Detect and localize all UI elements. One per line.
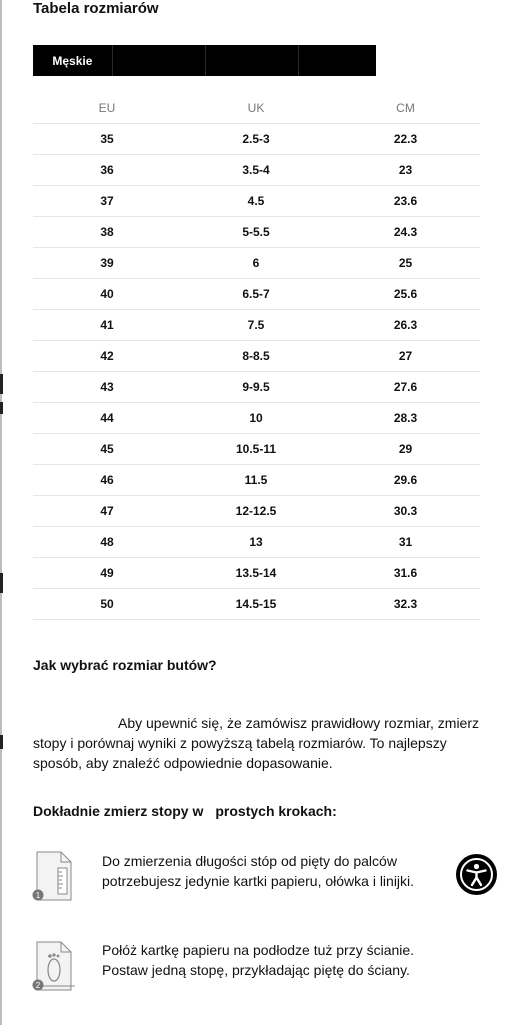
column-header-cm: CM — [331, 92, 480, 124]
size-eu: 37 — [33, 186, 181, 217]
table-row — [33, 496, 480, 527]
size-cm: 30.3 — [331, 496, 480, 527]
size-uk: 14.5-15 — [181, 589, 331, 620]
left-edge-mark — [0, 735, 3, 749]
table-row — [33, 217, 480, 248]
size-cm: 31.6 — [331, 558, 480, 589]
table-row — [33, 341, 480, 372]
page-title: Tabela rozmiarów — [33, 0, 159, 17]
steps-heading — [33, 803, 337, 819]
size-eu: 35 — [33, 124, 181, 155]
size-cm: 25 — [331, 248, 480, 279]
size-uk: 11.5 — [181, 465, 331, 496]
size-uk: 7.5 — [181, 310, 331, 341]
tab-2[interactable] — [112, 45, 205, 76]
table-row — [33, 310, 480, 341]
size-cm: 31 — [331, 527, 480, 558]
size-uk: 4.5 — [181, 186, 331, 217]
steps-heading-start: Dokładnie zmierz stopy w — [33, 803, 204, 819]
paper-ruler-icon — [31, 850, 81, 902]
table-row — [33, 124, 480, 155]
steps-heading-end: prostych krokach: — [215, 803, 337, 819]
size-eu: 46 — [33, 465, 181, 496]
size-uk: 10.5-11 — [181, 434, 331, 465]
table-row — [33, 279, 480, 310]
tab-3[interactable] — [205, 45, 299, 76]
column-header-uk: UK — [181, 92, 331, 124]
size-uk: 12-12.5 — [181, 496, 331, 527]
size-eu: 42 — [33, 341, 181, 372]
size-cm: 25.6 — [331, 279, 480, 310]
size-uk: 8-8.5 — [181, 341, 331, 372]
left-edge-mark — [0, 573, 3, 593]
column-header-eu: EU — [33, 92, 181, 124]
table-row — [33, 527, 480, 558]
size-uk: 5-5.5 — [181, 217, 331, 248]
step-number: 2 — [35, 981, 41, 990]
size-eu: 39 — [33, 248, 181, 279]
size-cm: 27 — [331, 341, 480, 372]
size-eu: 44 — [33, 403, 181, 434]
table-row — [33, 155, 480, 186]
size-uk: 13.5-14 — [181, 558, 331, 589]
table-row — [33, 465, 480, 496]
table-row — [33, 186, 480, 217]
size-cm: 24.3 — [331, 217, 480, 248]
size-uk: 6.5-7 — [181, 279, 331, 310]
size-guide-heading: Jak wybrać rozmiar butów? — [33, 657, 217, 673]
size-cm: 22.3 — [331, 124, 480, 155]
accessibility-button[interactable] — [456, 854, 497, 895]
tab-4[interactable] — [298, 45, 376, 76]
size-cm: 29.6 — [331, 465, 480, 496]
size-eu: 48 — [33, 527, 181, 558]
size-eu: 47 — [33, 496, 181, 527]
size-cm: 32.3 — [331, 589, 480, 620]
table-header-row — [33, 92, 480, 124]
size-cm: 26.3 — [331, 310, 480, 341]
size-cm: 23.6 — [331, 186, 480, 217]
size-eu: 38 — [33, 217, 181, 248]
step-1-text: Do zmierzenia długości stóp od pięty do palców potrzebujesz jedynie kartki papieru, ołówka i linijki. — [102, 853, 415, 889]
table-row — [33, 248, 480, 279]
size-cm: 29 — [331, 434, 480, 465]
table-row — [33, 403, 480, 434]
size-guide-text: Aby upewnić się, że zamówisz prawidłowy rozmiar, zmierz stopy i porównaj wyniki z powyższą tabelą rozmiarów. To najlepszy sposób, aby znaleźć odpowiednie dopasowanie. — [33, 715, 479, 771]
size-uk: 9-9.5 — [181, 372, 331, 403]
size-uk: 13 — [181, 527, 331, 558]
size-uk: 2.5-3 — [181, 124, 331, 155]
size-cm: 28.3 — [331, 403, 480, 434]
size-eu: 49 — [33, 558, 181, 589]
size-table — [33, 92, 480, 620]
size-eu: 45 — [33, 434, 181, 465]
left-edge-mark — [0, 402, 3, 414]
table-row — [33, 589, 480, 620]
table-row — [33, 372, 480, 403]
tab-mens[interactable]: Męskie — [52, 53, 93, 68]
step-number: 1 — [35, 891, 41, 900]
table-row — [33, 434, 480, 465]
size-eu: 41 — [33, 310, 181, 341]
size-cm: 23 — [331, 155, 480, 186]
left-edge-mark — [0, 374, 3, 394]
size-eu: 40 — [33, 279, 181, 310]
size-eu: 36 — [33, 155, 181, 186]
size-guide-paragraph — [33, 713, 483, 773]
size-uk: 3.5-4 — [181, 155, 331, 186]
left-edge-divider — [0, 0, 2, 1025]
size-uk: 6 — [181, 248, 331, 279]
footprint-icon — [31, 940, 81, 992]
size-cm: 27.6 — [331, 372, 480, 403]
step-2-text: Połóż kartkę papieru na podłodze tuż przy ścianie. Postaw jedną stopę, przykładając piętę do ściany. — [102, 942, 415, 978]
size-category-tabs — [33, 45, 376, 76]
table-row — [33, 558, 480, 589]
size-uk: 10 — [181, 403, 331, 434]
size-eu: 43 — [33, 372, 181, 403]
size-eu: 50 — [33, 589, 181, 620]
accessibility-icon — [456, 854, 497, 895]
